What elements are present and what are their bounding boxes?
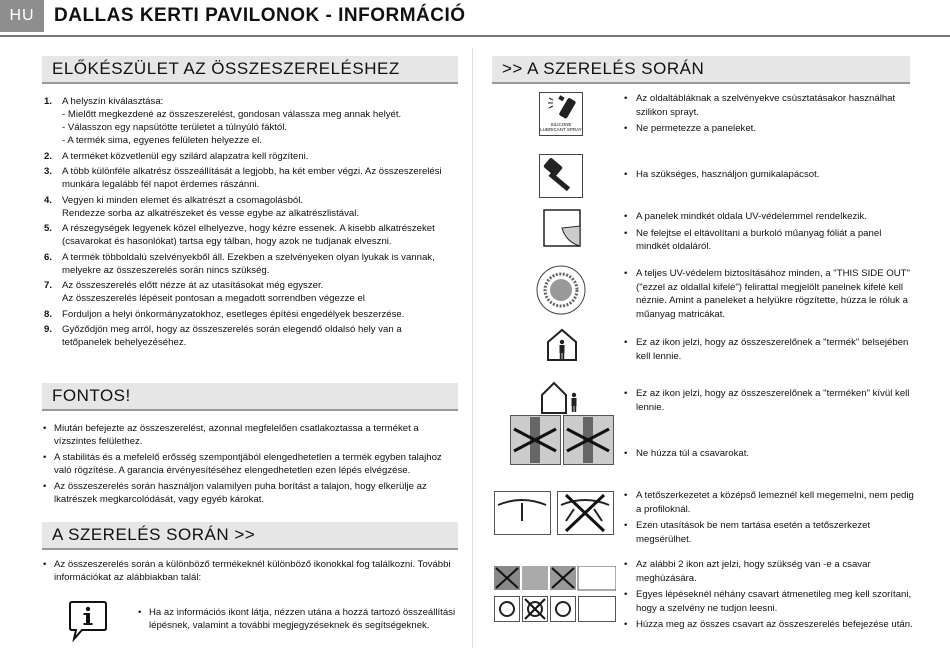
prep-item: [42, 308, 452, 321]
language-badge: HU: [0, 0, 44, 32]
note-item: • Ez az ikon jelzi, hogy az összeszerelőnek a "terméken" kívül kell lennie.: [624, 387, 914, 414]
important-list: [42, 422, 454, 509]
spray-icon-caption: SILICONE LUBRICANT SPRAY: [540, 122, 582, 132]
prep-item-text: Rendezze sorba az alkatrészeket és vesse egybe az alkatrészlistával.: [62, 207, 360, 219]
person-inside-house-icon: [546, 328, 578, 362]
prep-item-text: A részegységek legyenek közel elhelyezve, hogy kézre essenek. A kisebb alkatrészeket (csavarokat és hasonlókat) tartsa egy tálban, hogy azok ne tudjanak elveszni.: [62, 223, 435, 247]
note-item: • Húzza meg az összes csavart az összeszerelés befejezése után.: [624, 618, 914, 632]
info-note-list: [137, 606, 457, 635]
prep-item-text: A helyszín kiválasztása:: [62, 96, 164, 107]
screw-notes: [624, 447, 914, 464]
prep-item-text: Az összeszerelés lépéseit pontosan a megadott sorrendben végezze el: [62, 293, 365, 304]
important-item: • A stabilitás és a mefelelő erősség szempontjából elengedhetetlen a termék egyben talajhoz való rögzítése. A garancia érvényesítéséhez elengedhetetlen ezen lépés elvégzése.: [42, 451, 454, 477]
note-item: • A panelek mindkét oldala UV-védelemmel rendelkezik.: [624, 210, 914, 224]
prep-item: [42, 222, 452, 248]
outside-notes: [624, 387, 914, 417]
title-divider: [0, 35, 950, 37]
prep-item-number: 3.: [44, 166, 53, 177]
silicone-spray-icon: [539, 92, 583, 136]
protective-film-icon: [540, 206, 584, 250]
roof-notes: [624, 489, 914, 549]
note-item: • Egyes lépéseknél néhány csavart átmenetileg meg kell szorítani, hogy a szelvény ne tudjon leesni.: [624, 588, 914, 615]
prep-item: [42, 95, 452, 147]
prep-item: [42, 251, 452, 277]
prep-item-number: 5.: [44, 223, 53, 234]
note-item: • A teljes UV-védelem biztosításához minden, a "THIS SIDE OUT" ("ezzel az oldallal kifelé") felirattal megjelölt panelnek kifelé kell néznie. Amint a paneleket a helyükre rögzítette, húzza le róluk a műanyag matricákat.: [624, 267, 914, 321]
person-outside-house-icon: [540, 381, 584, 415]
during-intro-list: [42, 558, 454, 587]
note-item: • Az alábbi 2 ikon azt jelzi, hogy szükség van -e a csavar meghúzására.: [624, 558, 914, 585]
prep-item-text: Az összeszerelés előtt nézze át az utasításokat még egyszer.: [62, 280, 324, 291]
prep-item-text: - Mielőtt megkezdené az összeszerelést, gondosan válassza meg annak helyét.: [62, 109, 402, 120]
note-item: • Ne felejtse el eltávolítani a burkoló műanyag fóliát a panel mindkét oldaláról.: [624, 227, 914, 254]
prep-list: [42, 95, 452, 352]
prep-item-text: - A termék sima, egyenes felületen helyezze el.: [62, 135, 262, 146]
note-item: • Ezen utasítások be nem tartása esetén a tetőszerkezet megsérülhet.: [624, 519, 914, 546]
film-notes: [624, 210, 914, 257]
prep-item-text: A terméket közvetlenül egy szilárd alapzatra kell rögzíteni.: [62, 150, 309, 162]
prep-item-number: 1.: [44, 96, 53, 107]
prep-heading: ELŐKÉSZÜLET AZ ÖSSZESZERELÉSHEZ: [42, 56, 458, 84]
prep-item-text: A termék többoldalú szelvényekből áll. Ezekben a szelvényeken olyan lyukak is vannak, melyekre az összeszerelés során nincs szükség.: [62, 251, 435, 276]
during-left-heading: A SZERELÉS SORÁN >>: [42, 522, 458, 550]
fastening-notes: [624, 558, 914, 635]
overtighten-screw-icon: [510, 415, 614, 465]
note-item: • Ne permetezze a paneleket.: [624, 122, 914, 136]
roof-frame-bend-icon: [494, 491, 614, 535]
inside-notes: [624, 336, 914, 366]
info-icon: [68, 600, 108, 642]
prep-item-number: 4.: [44, 194, 53, 206]
mallet-notes: [624, 168, 914, 185]
prep-item-text: Győződjön meg arról, hogy az összeszerelés során elegendő oldalsó hely van a tetőpanelek behelyezéséhez.: [62, 324, 402, 348]
uv-sun-icon: [536, 265, 586, 315]
prep-item-text: Forduljon a helyi önkormányzatokhoz, esetleges építési engedélyek beszerzése.: [62, 308, 405, 320]
prep-item-number: 6.: [44, 251, 53, 263]
prep-item-text: A több különféle alkatrész összeállítását a legjobb, ha két ember végzi. Az összeszerelési munkára legalább fél napot érdemes rászánni.: [62, 166, 442, 190]
note-item: • Az oldaltábláknak a szelvényekve csúsztatásakor használhat szilikon sprayt.: [624, 92, 914, 119]
note-item: • A tetőszerkezetet a középső lemeznél kell megemelni, nem pedig a profiloknál.: [624, 489, 914, 516]
during-intro-text: • Az összeszerelés során a különböző termékeknél különböző ikonokkal fog találkozni. További információkat az alábbiakban talál:: [42, 558, 454, 584]
page-title: DALLAS KERTI PAVILONOK - INFORMÁCIÓ: [54, 5, 466, 26]
column-divider: [472, 48, 473, 648]
prep-item-number: 2.: [44, 150, 53, 162]
prep-item-text: - Válasszon egy napsütötte területet a túlnyúló fáktól.: [62, 122, 288, 133]
during-right-heading: >> A SZERELÉS SORÁN: [492, 56, 910, 84]
note-item: • Ez az ikon jelzi, hogy az összeszerelőnek a "termék" belsejében kell lennie.: [624, 336, 914, 363]
prep-item: [42, 323, 452, 349]
screw-fastening-icons: [494, 566, 616, 624]
prep-item: [42, 165, 452, 191]
rubber-mallet-icon: [539, 154, 583, 198]
note-item: • Ne húzza túl a csavarokat.: [624, 447, 914, 461]
uv-notes: [624, 267, 914, 324]
prep-item-text: Vegyen ki minden elemet és alkatrészt a csomagolásból.: [62, 194, 304, 206]
spray-notes: [624, 92, 914, 139]
prep-item-number: 8.: [44, 308, 53, 320]
prep-item-number: 9.: [44, 324, 53, 335]
prep-item: [42, 194, 452, 220]
note-item: • Ha szükséges, használjon gumikalapácsot.: [624, 168, 914, 182]
important-item: • Az összeszerelés során használjon valamilyen puha borítást a talajon, hogy elkerülje az lkatrészek megkarcolódását, vagy egyéb károkat.: [42, 480, 454, 506]
prep-item: [42, 150, 452, 163]
prep-item-number: 7.: [44, 280, 53, 291]
info-note-text: • Ha az információs ikont látja, nézzen utána a hozzá tartozó összeállítási lépésnek, valamint a további megjegyzéseknek és segítségeknek.: [137, 606, 457, 632]
prep-item: [42, 279, 452, 305]
important-heading: FONTOS!: [42, 383, 458, 411]
important-item: • Miután befejezte az összeszerelést, azonnal megfelelően csatlakoztassa a terméket a vízszintes felülethez.: [42, 422, 454, 448]
